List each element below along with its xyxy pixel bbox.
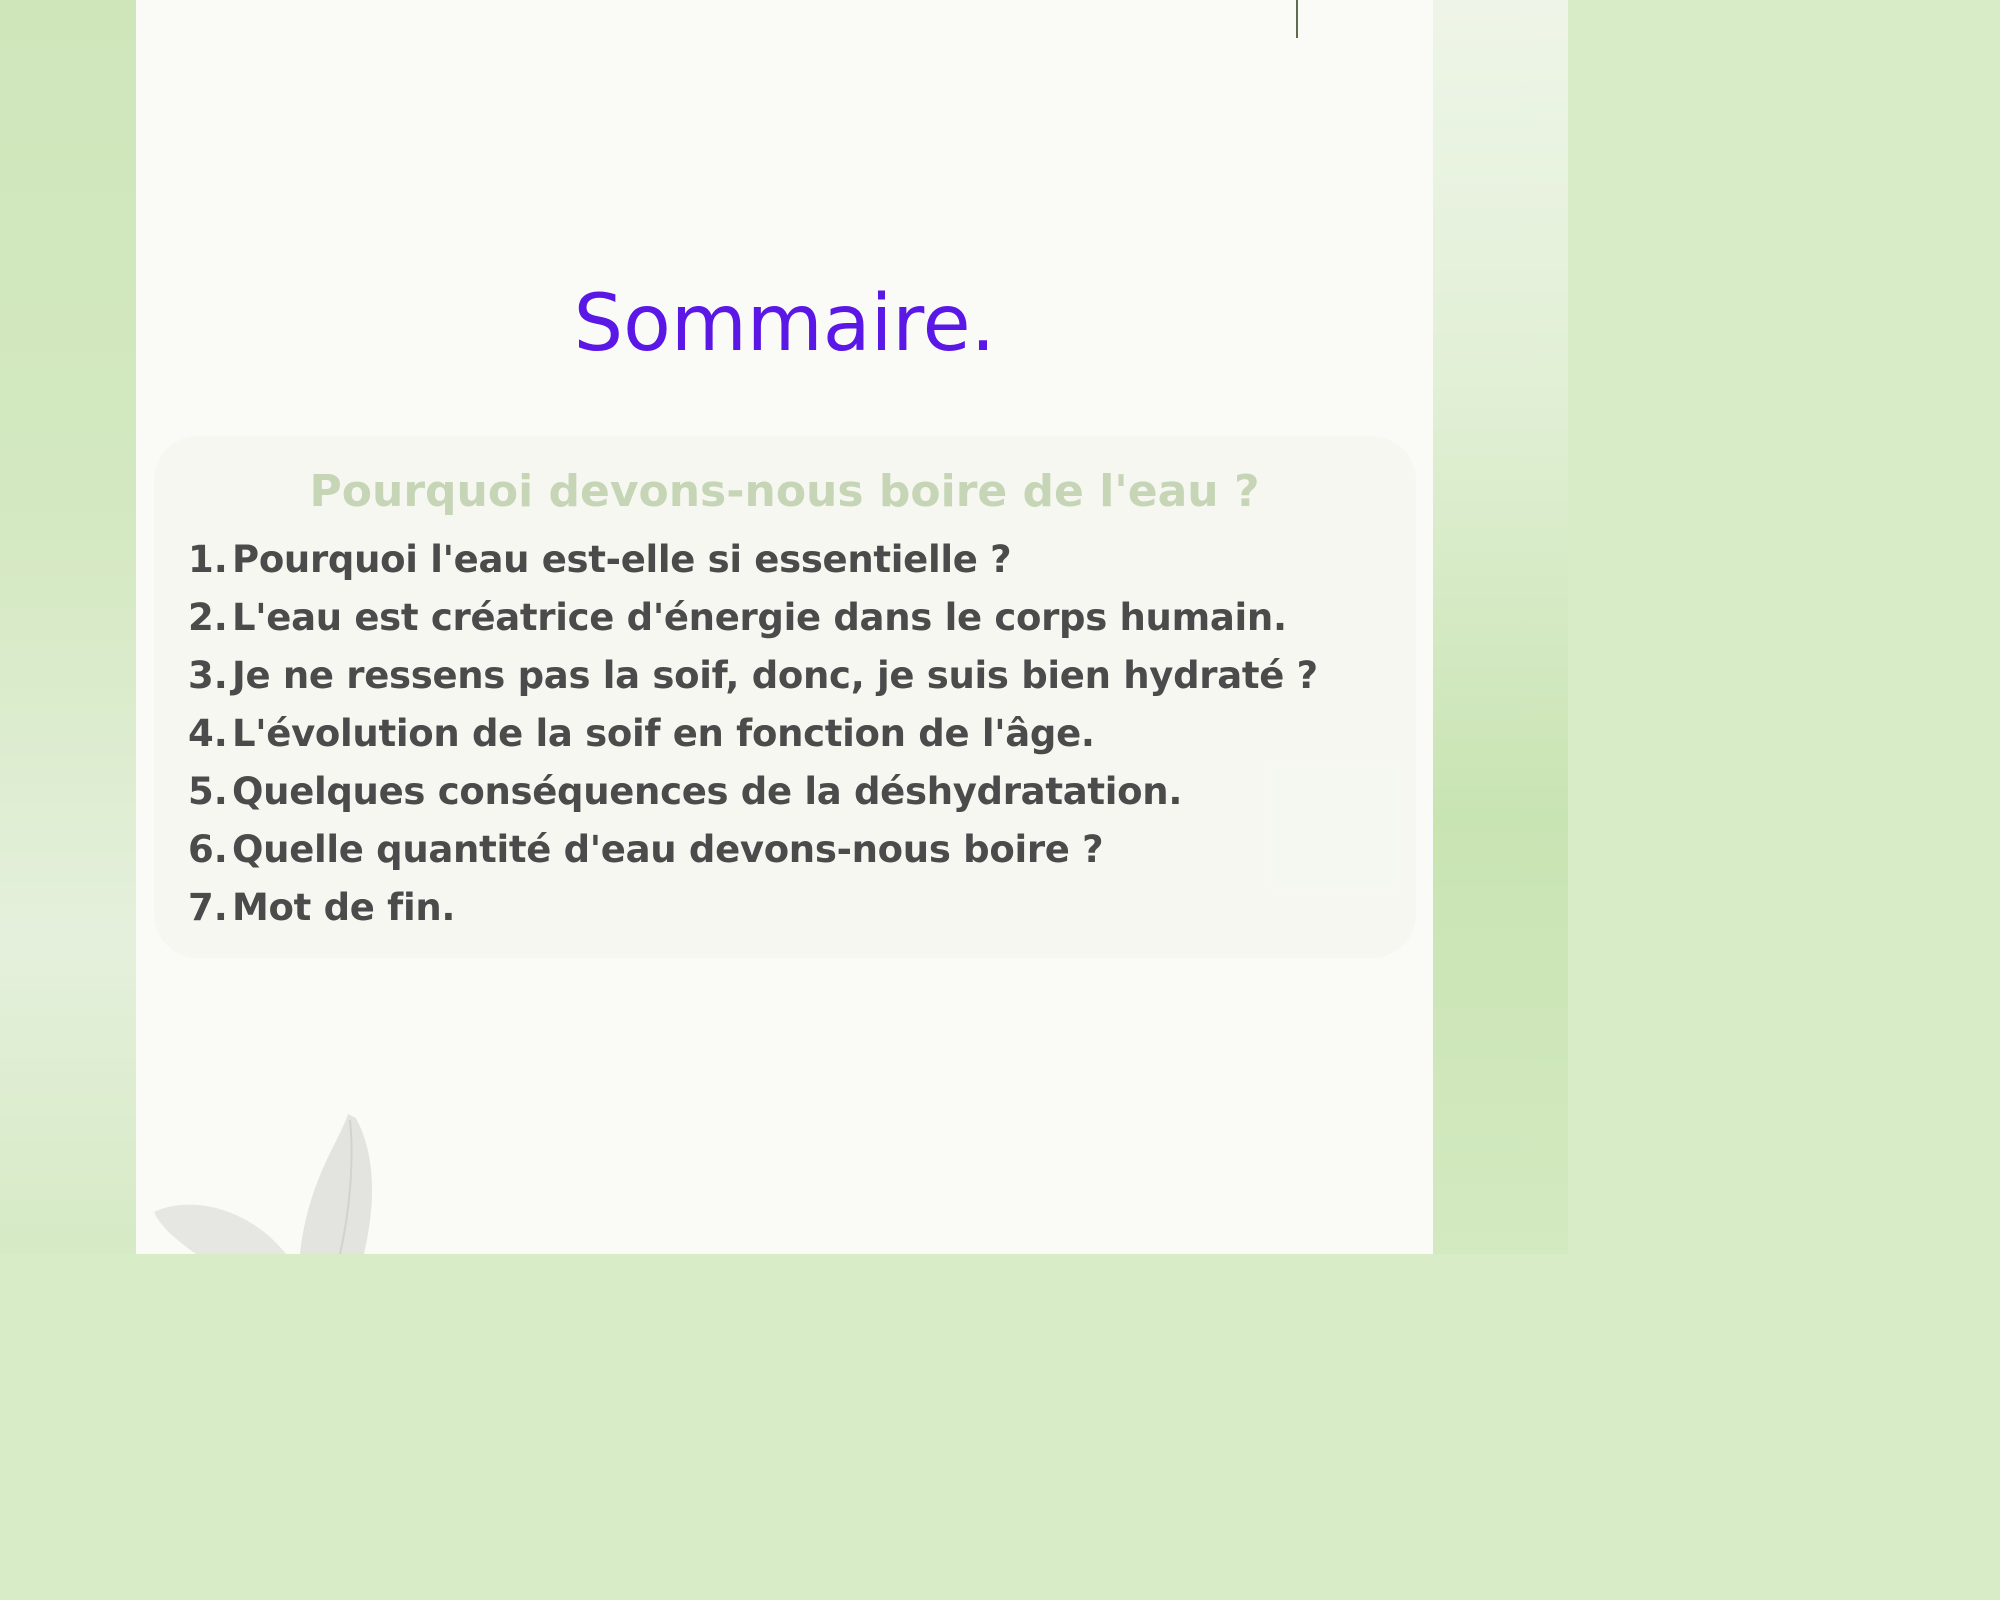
toc-item-text: Je ne ressens pas la soif, donc, je suis bien hydraté ?	[232, 653, 1318, 697]
section-subtitle: Pourquoi devons-nous boire de l'eau ?	[309, 466, 1260, 517]
right-green-background	[1433, 0, 1568, 1254]
page-title	[136, 279, 1433, 369]
toc-item-number: 1.	[188, 537, 228, 581]
toc-item	[188, 646, 1318, 704]
left-green-background	[0, 0, 136, 1254]
toc-item	[188, 588, 1318, 646]
toc-item-number: 7.	[188, 885, 228, 929]
leaf-stem-icon	[1294, 0, 1300, 38]
toc-item-number: 6.	[188, 827, 228, 871]
leaf-decoration-icon	[136, 1100, 396, 1254]
toc-item	[188, 878, 1318, 936]
document-page	[136, 0, 1433, 1254]
toc-item-text: Mot de fin.	[232, 885, 456, 929]
toc-item-number: 3.	[188, 653, 228, 697]
table-of-contents	[188, 530, 1318, 936]
toc-item-number: 5.	[188, 769, 228, 813]
toc-item-text: L'eau est créatrice d'énergie dans le corps humain.	[232, 595, 1287, 639]
toc-item-number: 2.	[188, 595, 228, 639]
toc-item-number: 4.	[188, 711, 228, 755]
toc-item	[188, 530, 1318, 588]
toc-item	[188, 820, 1318, 878]
toc-item-text: Quelques conséquences de la déshydratation.	[232, 769, 1183, 813]
toc-item-text: L'évolution de la soif en fonction de l'âge.	[232, 711, 1095, 755]
page-title-text: Sommaire.	[573, 279, 996, 369]
toc-item-text: Pourquoi l'eau est-elle si essentielle ?	[232, 537, 1012, 581]
toc-item	[188, 704, 1318, 762]
toc-item-text: Quelle quantité d'eau devons-nous boire ?	[232, 827, 1104, 871]
toc-item	[188, 762, 1318, 820]
